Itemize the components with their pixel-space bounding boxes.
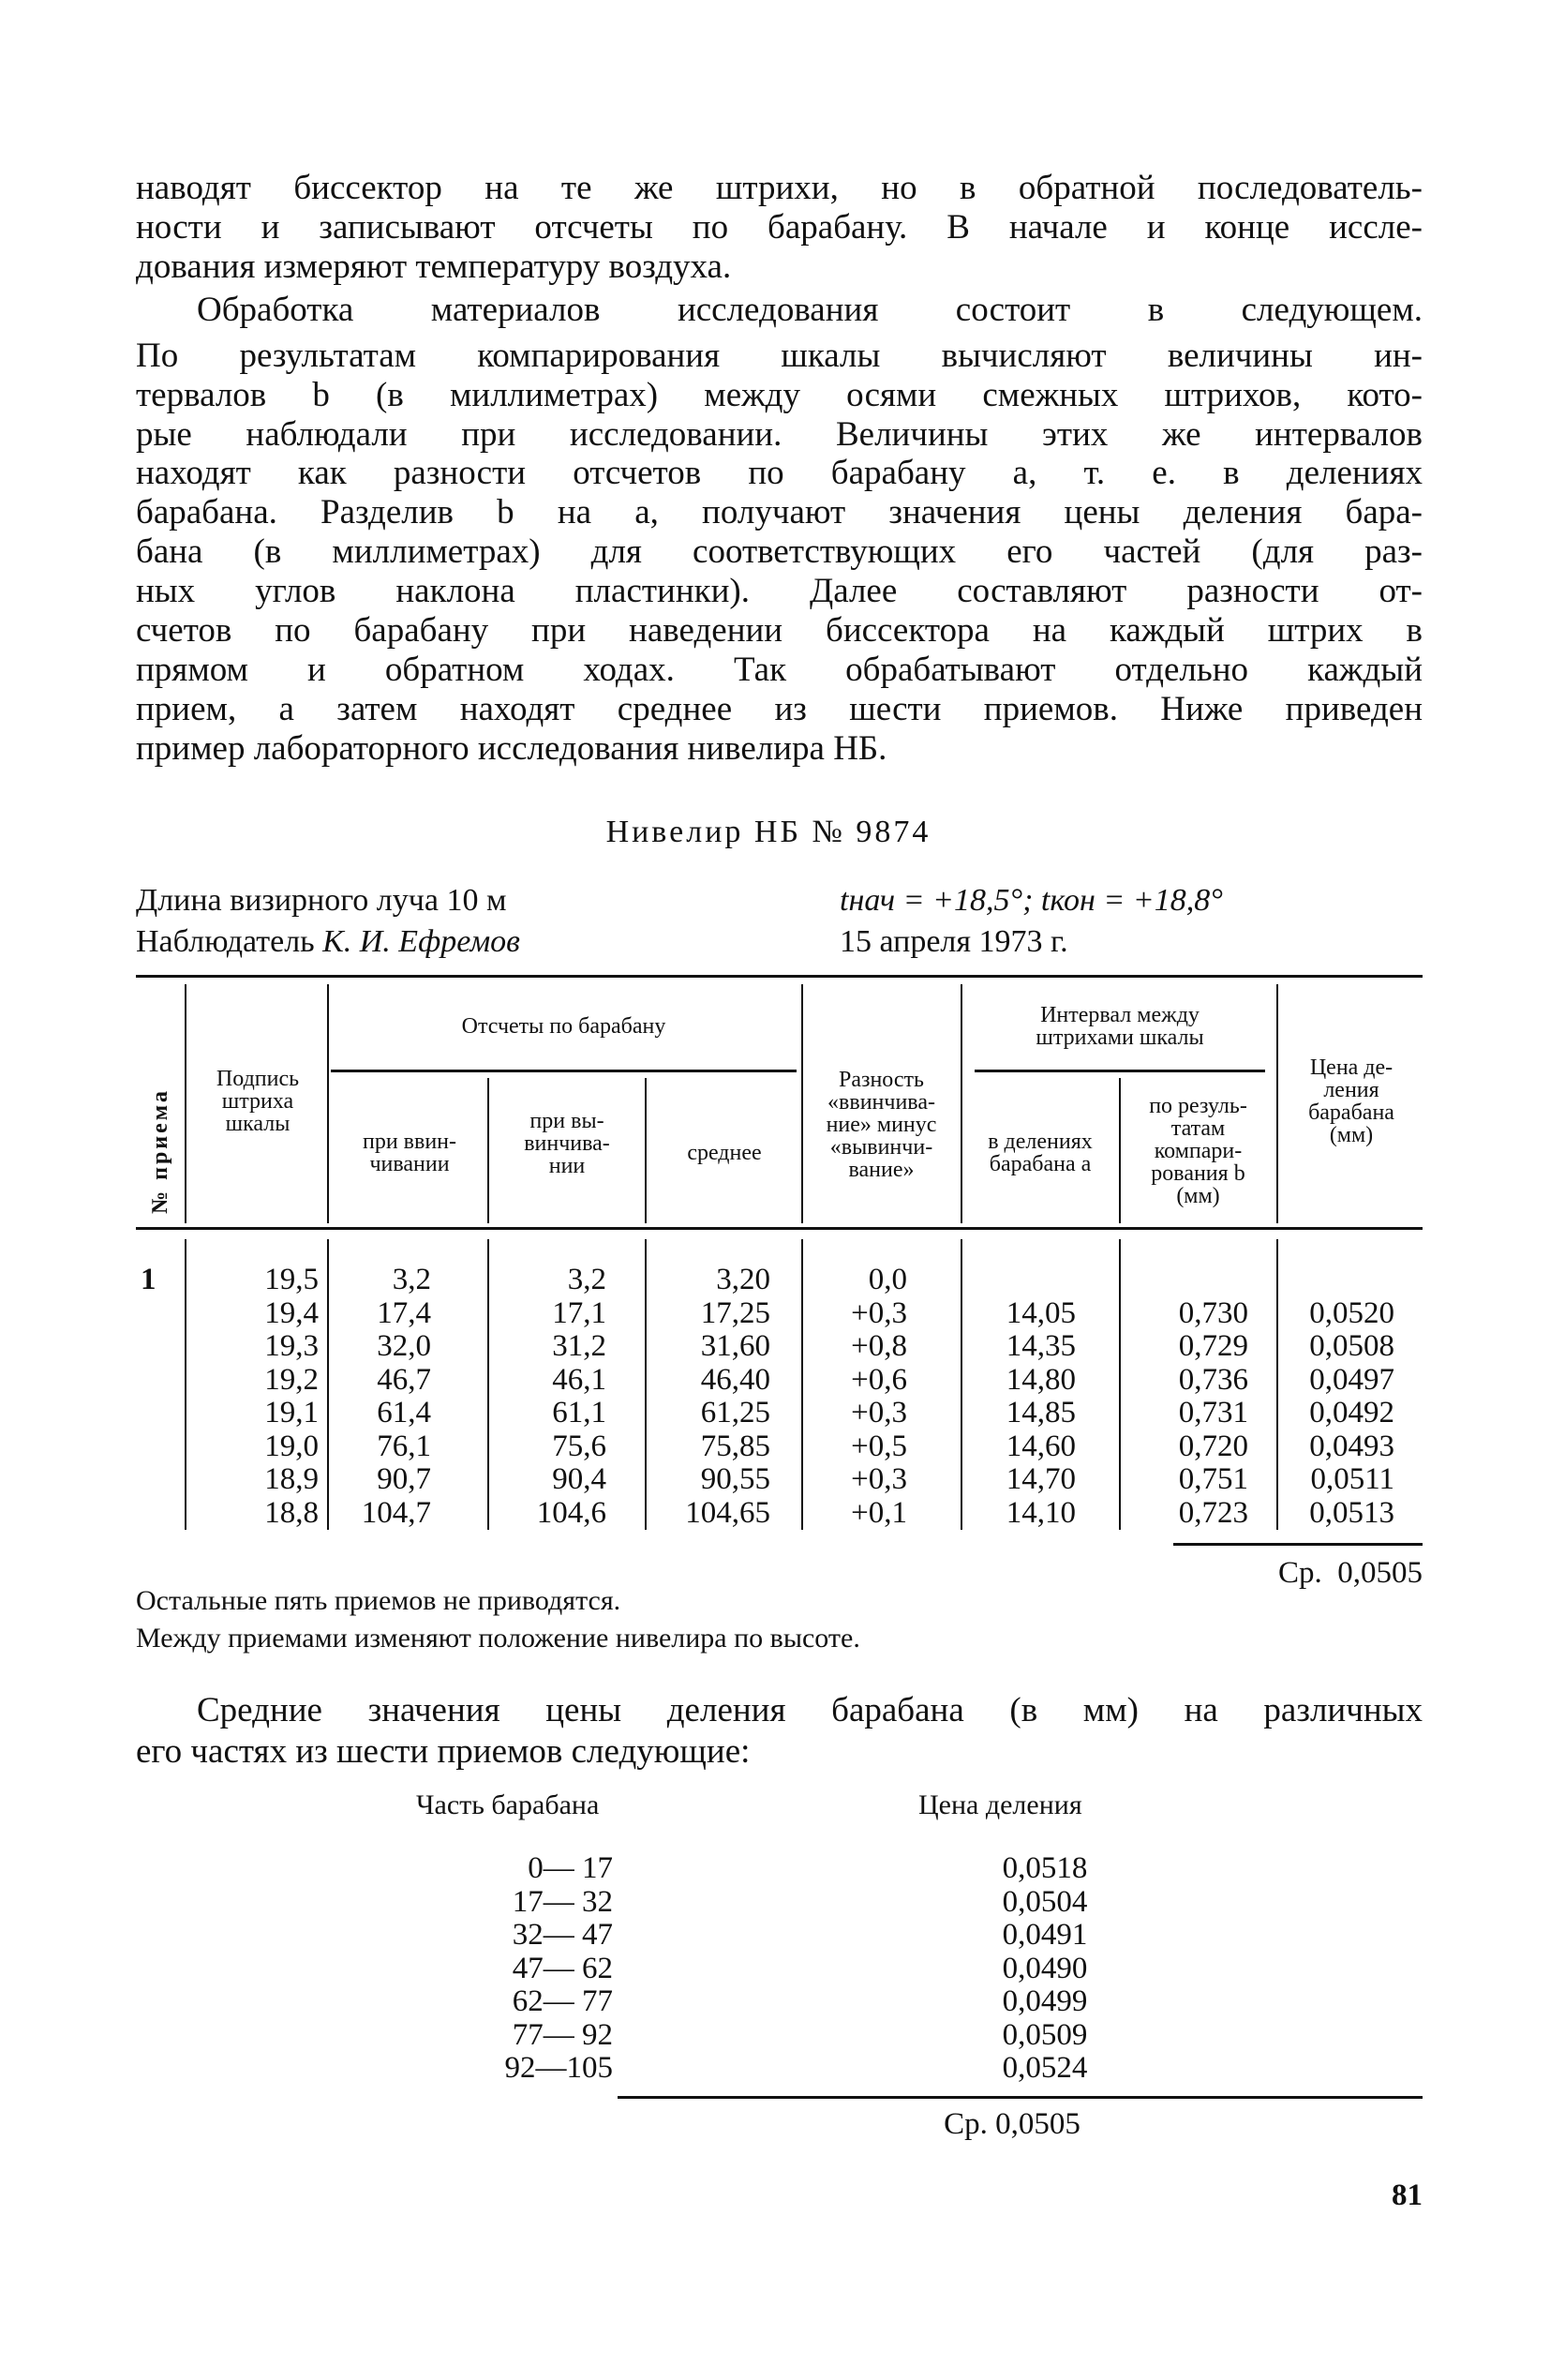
summary-value: 0,0491 (1002, 1918, 1088, 1952)
cell-out: 61,1 (552, 1396, 606, 1429)
summary-value: 0,0518 (1002, 1851, 1088, 1885)
cell-b: 0,723 (1178, 1495, 1248, 1530)
temperatures: tнач = +18,5°; tкон = +18,8° (840, 883, 1223, 918)
column-divider (327, 1239, 329, 1530)
summary-value: 0,0504 (1002, 1884, 1088, 1919)
cell-value: 0,0511 (1310, 1462, 1394, 1496)
paragraph-line: тервалов b (в миллиметрах) между осями смежных штрихов, кото- (136, 376, 1423, 414)
column-divider (487, 1078, 489, 1223)
cell-diff: +0,6 (851, 1362, 907, 1397)
cell-b: 0,751 (1178, 1462, 1248, 1496)
sight-length: Длина визирного луча 10 м (136, 883, 507, 918)
cell-diff: +0,3 (851, 1396, 907, 1429)
summary-part: 77— 92 (512, 2017, 613, 2052)
observer-name: К. И. Ефремов (322, 924, 520, 959)
cell-mean: 61,25 (700, 1396, 770, 1429)
cell-diff: +0,3 (851, 1462, 907, 1496)
table-top-rule (136, 975, 1423, 978)
paragraph-line: Обработка материалов исследования состоит в следующем. (197, 291, 1423, 329)
column-divider (1119, 1239, 1121, 1530)
cell-a: 14,70 (1006, 1462, 1076, 1496)
cell-mean: 46,40 (700, 1362, 770, 1397)
cell-value: 0,0520 (1309, 1295, 1394, 1330)
summary-value: 0,0524 (1002, 2051, 1088, 2085)
column-divider (1119, 1078, 1121, 1223)
paragraph-line: бана (в миллиметрах) для соответствующих его частей (для раз- (136, 532, 1423, 571)
cell-diff: +0,5 (851, 1429, 907, 1463)
cell-label: 19,2 (264, 1362, 319, 1397)
header-bottom-rule (136, 1227, 1423, 1230)
header-stroke-label: Подпись штриха шкалы (216, 1067, 300, 1136)
cell-b: 0,730 (1178, 1295, 1248, 1330)
cell-label: 19,0 (264, 1429, 319, 1463)
average-rule (1173, 1543, 1423, 1546)
cell-in: 32,0 (377, 1329, 431, 1363)
cell-label: 18,8 (264, 1495, 319, 1530)
header-reception-no: № приема (148, 1087, 172, 1214)
cell-a: 14,35 (1006, 1329, 1076, 1363)
summary-value: 0,0499 (1002, 1984, 1088, 2018)
cell-in: 90,7 (377, 1462, 431, 1496)
header-mean: среднее (687, 1141, 762, 1165)
cell-diff: +0,8 (851, 1329, 907, 1363)
paragraph-line: прямом и обратном ходах. Так обрабатывают отдельно каждый (136, 651, 1423, 689)
header-division-value: Цена де-ления барабана (мм) (1308, 1055, 1394, 1147)
paragraph-line: находят как разности отсчетов по барабану a, т. е. в делениях (136, 454, 1423, 492)
note: Между приемами изменяют положение нивелира по высоте. (136, 1623, 860, 1654)
column-divider (961, 1239, 962, 1530)
paragraph-line: По результатам компарирования шкалы вычисляют величины ин- (136, 337, 1423, 375)
paragraph-line: прием, а затем находят среднее из шести приемов. Ниже приведен (136, 690, 1423, 728)
observer-label: Наблюдатель (136, 924, 323, 959)
cell-a: 14,60 (1006, 1429, 1076, 1463)
cell-b: 0,720 (1178, 1429, 1248, 1463)
header-in-divisions: в делениях барабана a (988, 1130, 1093, 1176)
cell-out: 75,6 (552, 1429, 606, 1463)
cell-in: 46,7 (377, 1362, 431, 1397)
cell-in: 3,2 (392, 1263, 431, 1296)
cell-mean: 90,55 (700, 1462, 770, 1496)
cell-in: 76,1 (377, 1429, 431, 1463)
cell-in: 17,4 (377, 1295, 431, 1330)
cell-out: 104,6 (536, 1495, 606, 1530)
reception-number: 1 (141, 1263, 156, 1296)
cell-a: 14,10 (1006, 1495, 1076, 1530)
cell-diff: +0,1 (851, 1495, 907, 1530)
table-title: Нивелир НБ № 9874 (605, 815, 931, 849)
cell-a: 14,85 (1006, 1396, 1076, 1429)
paragraph-line: его частях из шести приемов следующие: (136, 1732, 751, 1771)
cell-mean: 104,65 (685, 1495, 770, 1530)
summary-part: 47— 62 (512, 1951, 613, 1985)
column-divider (801, 984, 803, 1223)
header-screwing-out: при вы-винчива-нии (524, 1109, 610, 1178)
paragraph-line: рые наблюдали при исследовании. Величины этих же интервалов (136, 415, 1423, 454)
cell-b: 0,736 (1178, 1362, 1248, 1397)
cell-label: 18,9 (264, 1462, 319, 1496)
column-divider (185, 1239, 186, 1530)
column-divider (1276, 1239, 1278, 1530)
cell-out: 46,1 (552, 1362, 606, 1397)
cell-a: 14,05 (1006, 1295, 1076, 1330)
cell-out: 31,2 (552, 1329, 606, 1363)
header-interval: Интервал между штрихами шкалы (1036, 1003, 1204, 1050)
paragraph-line: ных углов наклона пластинки). Далее составляют разности от- (136, 572, 1423, 610)
column-divider (185, 984, 186, 1223)
cell-value: 0,0497 (1309, 1362, 1394, 1397)
summary-part: 17— 32 (512, 1884, 613, 1919)
paragraph-line: дования измеряют температуру воздуха. (136, 247, 732, 286)
cell-in: 61,4 (377, 1396, 431, 1429)
cell-b: 0,729 (1178, 1329, 1248, 1363)
column-divider (645, 1078, 647, 1223)
column-divider (327, 984, 329, 1223)
interval-subrule (975, 1070, 1265, 1072)
cell-diff: 0,0 (868, 1263, 907, 1296)
cell-value: 0,0493 (1309, 1429, 1394, 1463)
cell-diff: +0,3 (851, 1295, 907, 1330)
paragraph-line: наводят биссектор на те же штрихи, но в обратной последователь- (136, 169, 1423, 207)
cell-in: 104,7 (361, 1495, 431, 1530)
cell-mean: 3,20 (716, 1263, 770, 1296)
cell-a: 14,80 (1006, 1362, 1076, 1397)
paragraph-line: ности и записывают отсчеты по барабану. В начале и конце иссле- (136, 208, 1423, 247)
paragraph-line: барабана. Разделив b на a, получают значения цены деления бара- (136, 493, 1423, 531)
readings-subrule (331, 1070, 797, 1072)
summary-part: 0— 17 (528, 1851, 613, 1885)
header-by-comparison: по резуль-татам компари-рования b (мм) (1149, 1093, 1247, 1208)
paragraph-line: Средние значения цены деления барабана (в мм) на различных (197, 1691, 1423, 1729)
column-divider (961, 984, 962, 1223)
cell-out: 3,2 (567, 1263, 606, 1296)
summary-rule (618, 2096, 1423, 2099)
header-difference: Разность «ввинчива-ние» минус «вывинчи-вание» (826, 1068, 937, 1182)
cell-value: 0,0492 (1309, 1396, 1394, 1429)
cell-mean: 17,25 (700, 1295, 770, 1330)
cell-b: 0,731 (1178, 1396, 1248, 1429)
summary-part: 92—105 (504, 2051, 613, 2085)
paragraph-line: пример лабораторного исследования нивелира НБ. (136, 729, 887, 768)
header-screwing-in: при ввин-чивании (362, 1130, 457, 1176)
summary-value: 0,0490 (1002, 1951, 1088, 1985)
column-divider (801, 1239, 803, 1530)
cell-label: 19,4 (264, 1295, 319, 1330)
column-divider (1276, 984, 1278, 1223)
paragraph-line: счетов по барабану при наведении биссектора на каждый штрих в (136, 611, 1423, 650)
cell-out: 90,4 (552, 1462, 606, 1496)
cell-out: 17,1 (552, 1295, 606, 1330)
cell-label: 19,1 (264, 1396, 319, 1429)
date: 15 апреля 1973 г. (840, 924, 1068, 959)
table-average: Ср. 0,0505 (1277, 1556, 1423, 1590)
summary-part: 32— 47 (512, 1918, 613, 1952)
cell-label: 19,3 (264, 1329, 319, 1363)
page-number: 81 (1392, 2178, 1423, 2212)
note: Остальные пять приемов не приводятся. (136, 1585, 621, 1616)
summary-header-part: Часть барабана (416, 1789, 600, 1820)
summary-value: 0,0509 (1002, 2017, 1088, 2052)
cell-label: 19,5 (264, 1263, 319, 1296)
header-readings: Отсчеты по барабану (461, 1014, 666, 1039)
summary-part: 62— 77 (512, 1984, 613, 2018)
summary-header-value: Цена деления (918, 1789, 1082, 1820)
cell-value: 0,0513 (1309, 1495, 1394, 1530)
cell-mean: 31,60 (700, 1329, 770, 1363)
observer (136, 923, 520, 961)
cell-mean: 75,85 (700, 1429, 770, 1463)
cell-value: 0,0508 (1309, 1329, 1394, 1363)
summary-average: Ср. 0,0505 (944, 2107, 1081, 2141)
